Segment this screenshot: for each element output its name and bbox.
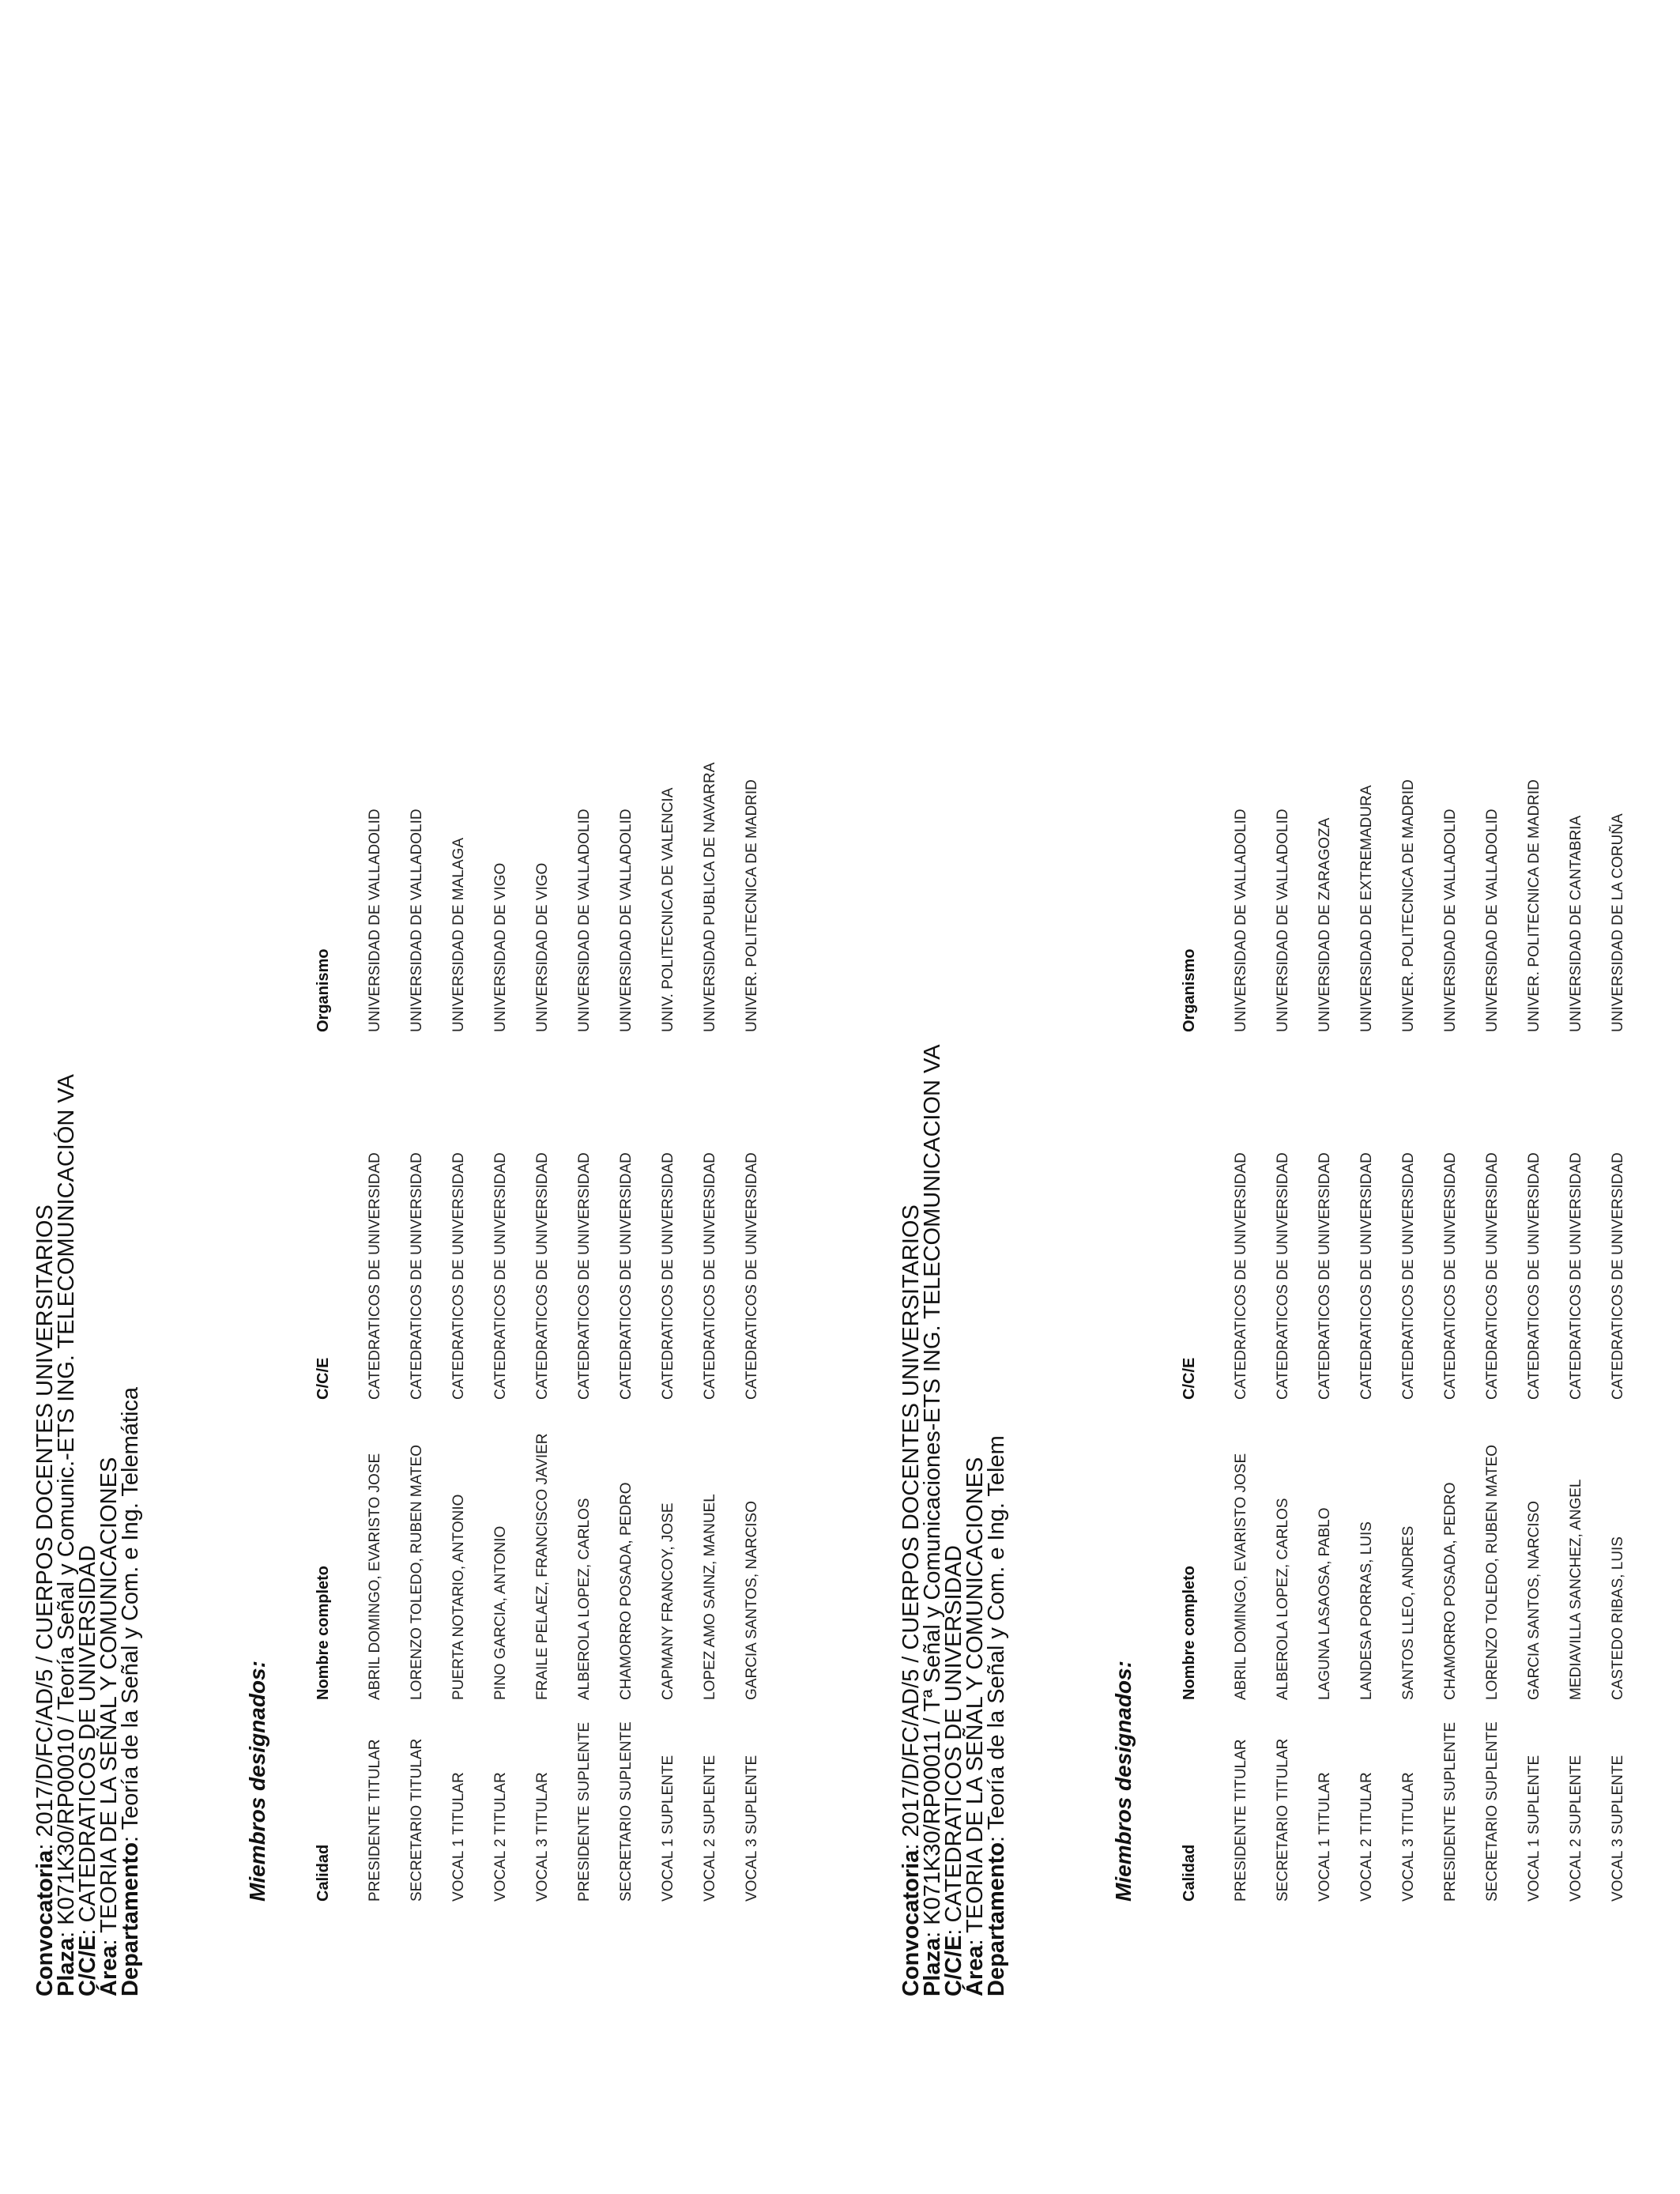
table-row [1275, 0, 1298, 2194]
calidad-cell: VOCAL 3 SUPLENTE [744, 1755, 760, 1902]
area-line: Área: TEORIA DE LA SEÑAL Y COMUNICACIONES [962, 1457, 988, 1996]
table-row [367, 0, 390, 2194]
table-row [660, 0, 684, 2194]
table-row [1442, 0, 1466, 2194]
calidad-cell: SECRETARIO TITULAR [409, 1738, 425, 1902]
nombre-cell: LANDESA PORRAS, LUIS [1358, 1521, 1375, 1700]
organismo-cell: UNIVER. POLITECNICA DE MADRID [1526, 779, 1543, 1032]
cce-cell: CATEDRATICOS DE UNIVERSIDAD [1317, 1152, 1333, 1400]
departamento-value: Teoría de la Señal y Com. e Ing. Telemática [118, 1386, 143, 1830]
departamento-label: Departamento [984, 1842, 1009, 1996]
nombre-cell: CHAMORRO POSADA, PEDRO [618, 1482, 635, 1700]
calidad-cell: VOCAL 1 TITULAR [1317, 1772, 1333, 1902]
nombre-cell: ABRIL DOMINGO, EVARISTO JOSE [1233, 1453, 1249, 1700]
nombre-cell: LOPEZ AMO SAINZ, MANUEL [702, 1494, 718, 1700]
departamento-value: Teoría de la Señal y Com. e Ing. Telem [984, 1435, 1009, 1830]
nombre-cell: GARCIA SANTOS, NARCISO [744, 1501, 760, 1700]
convocatoria-label: Convocatoria [898, 1849, 924, 1996]
nombre-cell: LORENZO TOLEDO, RUBEN MATEO [1484, 1444, 1501, 1700]
table-row [1233, 0, 1256, 2194]
calidad-cell: VOCAL 3 TITULAR [1400, 1772, 1417, 1902]
calidad-cell: PRESIDENTE TITULAR [367, 1739, 383, 1902]
table-row [492, 0, 516, 2194]
organismo-cell: UNIVERSIDAD DE MALAGA [450, 838, 467, 1032]
cce-label: C/C/E [75, 1935, 100, 1996]
table-row [1484, 0, 1508, 2194]
cce-cell: CATEDRATICOS DE UNIVERSIDAD [492, 1152, 509, 1400]
cce-cell: CATEDRATICOS DE UNIVERSIDAD [744, 1152, 760, 1400]
convocatoria-line: Convocatoria: 2017/D/FC/AD/5 / CUERPOS DOCENTES UNIVERSITARIOS [898, 1204, 924, 1996]
plaza-header [32, 337, 143, 1996]
organismo-cell: UNIVERSIDAD DE LA CORUÑA [1610, 813, 1626, 1032]
organismo-cell: UNIV. POLITECNICA DE VALENCIA [660, 787, 676, 1032]
organismo-cell: UNIVERSIDAD DE VALLADOLID [1484, 809, 1501, 1032]
area-value: TEORIA DE LA SEÑAL Y COMUNICACIONES [962, 1457, 988, 1933]
organismo-cell: UNIVER. POLITECNICA DE MADRID [744, 779, 760, 1032]
calidad-cell: VOCAL 2 SUPLENTE [702, 1755, 718, 1902]
organismo-cell: UNIVERSIDAD DE VALLADOLID [1233, 809, 1249, 1032]
calidad-cell: VOCAL 2 TITULAR [1358, 1772, 1375, 1902]
cce-cell: CATEDRATICOS DE UNIVERSIDAD [702, 1152, 718, 1400]
departamento-line: Departamento: Teoría de la Señal y Com. e Ing. Telemática [118, 1386, 143, 1996]
calidad-cell: VOCAL 2 TITULAR [492, 1772, 509, 1902]
cce-cell: CATEDRATICOS DE UNIVERSIDAD [1442, 1152, 1459, 1400]
column-header-cce: C/C/E [1181, 1357, 1198, 1400]
cce-cell: CATEDRATICOS DE UNIVERSIDAD [1400, 1152, 1417, 1400]
table-row [450, 0, 474, 2194]
nombre-cell: CAPMANY FRANCOY, JOSE [660, 1502, 676, 1700]
plaza-line: Plaza: K071K30/RP00011 / Tª Señal y Comunicaciones-ETS ING. TELECOMUNICACION VA [920, 1044, 945, 1996]
table-row [1400, 0, 1424, 2194]
calidad-cell: SECRETARIO TITULAR [1275, 1738, 1291, 1902]
cce-cell: CATEDRATICOS DE UNIVERSIDAD [1358, 1152, 1375, 1400]
cce-cell: CATEDRATICOS DE UNIVERSIDAD [450, 1152, 467, 1400]
members-title: Miembros designados: [1111, 1661, 1136, 1902]
plaza-value: K071K30/RP00011 / Tª Señal y Comunicaciones-ETS ING. TELECOMUNICACION VA [920, 1044, 945, 1925]
cce-cell: CATEDRATICOS DE UNIVERSIDAD [534, 1152, 551, 1400]
calidad-cell: SECRETARIO SUPLENTE [1484, 1721, 1501, 1902]
organismo-cell: UNIVERSIDAD DE VALLADOLID [367, 809, 383, 1032]
calidad-cell: PRESIDENTE SUPLENTE [576, 1722, 593, 1902]
nombre-cell: ABRIL DOMINGO, EVARISTO JOSE [367, 1453, 383, 1700]
calidad-cell: PRESIDENTE SUPLENTE [1442, 1722, 1459, 1902]
area-value: TEORIA DE LA SEÑAL Y COMUNICACIONES [96, 1457, 122, 1933]
table-row [1610, 0, 1633, 2194]
nombre-cell: CHAMORRO POSADA, PEDRO [1442, 1482, 1459, 1700]
column-header-nombre: Nombre completo [1181, 1565, 1198, 1700]
nombre-cell: PUERTA NOTARIO, ANTONIO [450, 1494, 467, 1700]
plaza-label: Plaza [920, 1937, 945, 1996]
nombre-cell: LORENZO TOLEDO, RUBEN MATEO [409, 1444, 425, 1700]
organismo-cell: UNIVERSIDAD DE VALLADOLID [409, 809, 425, 1032]
organismo-cell: UNIVERSIDAD DE VALLADOLID [1442, 809, 1459, 1032]
nombre-cell: ALBEROLA LOPEZ, CARLOS [576, 1498, 593, 1700]
calidad-cell: VOCAL 1 SUPLENTE [660, 1755, 676, 1902]
calidad-cell: SECRETARIO SUPLENTE [618, 1721, 635, 1902]
cce-cell: CATEDRATICOS DE UNIVERSIDAD [1275, 1152, 1291, 1400]
organismo-cell: UNIVERSIDAD DE VIGO [492, 862, 509, 1032]
nombre-cell: CASTEDO RIBAS, LUIS [1610, 1536, 1626, 1700]
organismo-cell: UNIVERSIDAD PUBLICA DE NAVARRA [702, 762, 718, 1032]
convocatoria-value: 2017/D/FC/AD/5 / CUERPOS DOCENTES UNIVERSITARIOS [898, 1204, 924, 1838]
cce-cell: CATEDRATICOS DE UNIVERSIDAD [576, 1152, 593, 1400]
table-row [702, 0, 725, 2194]
cce-cell: CATEDRATICOS DE UNIVERSIDAD [618, 1152, 635, 1400]
column-header-calidad: Calidad [315, 1844, 332, 1902]
column-header-organismo: Organismo [1181, 948, 1198, 1032]
organismo-cell: UNIVERSIDAD DE VALLADOLID [1275, 809, 1291, 1032]
cce-cell: CATEDRATICOS DE UNIVERSIDAD [660, 1152, 676, 1400]
nombre-cell: FRAILE PELAEZ, FRANCISCO JAVIER [534, 1433, 551, 1700]
table-row [1526, 0, 1550, 2194]
table-row [1317, 0, 1340, 2194]
cce-cell: CATEDRATICOS DE UNIVERSIDAD [1568, 1152, 1584, 1400]
organismo-cell: UNIVERSIDAD DE VALLADOLID [618, 809, 635, 1032]
area-label: Área [962, 1945, 988, 1996]
nombre-cell: GARCIA SANTOS, NARCISO [1526, 1501, 1543, 1700]
column-header-calidad: Calidad [1181, 1844, 1198, 1902]
departamento-line: Departamento: Teoría de la Señal y Com. e Ing. Telem [984, 1435, 1009, 1996]
cce-line: C/C/E: CATEDRATICOS DE UNIVERSIDAD [941, 1545, 966, 1996]
cce-line: C/C/E: CATEDRATICOS DE UNIVERSIDAD [75, 1545, 100, 1996]
cce-cell: CATEDRATICOS DE UNIVERSIDAD [409, 1152, 425, 1400]
plaza-label: Plaza [54, 1937, 79, 1996]
table-row [618, 0, 642, 2194]
nombre-cell: ALBEROLA LOPEZ, CARLOS [1275, 1498, 1291, 1700]
plaza-value: K071K30/RP00010 / Teoría Señal y Comunic.-ETS ING. TELECOMUNICACIÓN VA [54, 1074, 79, 1925]
organismo-cell: UNIVERSIDAD DE EXTREMADURA [1358, 785, 1375, 1032]
table-row [576, 0, 600, 2194]
cce-cell: CATEDRATICOS DE UNIVERSIDAD [1233, 1152, 1249, 1400]
column-header-cce: C/C/E [315, 1357, 332, 1400]
cce-cell: CATEDRATICOS DE UNIVERSIDAD [1484, 1152, 1501, 1400]
departamento-label: Departamento [118, 1842, 143, 1996]
organismo-cell: UNIVERSIDAD DE VIGO [534, 862, 551, 1032]
table-row [409, 0, 432, 2194]
nombre-cell: SANTOS LLEO, ANDRES [1400, 1525, 1417, 1700]
organismo-cell: UNIVERSIDAD DE ZARAGOZA [1317, 817, 1333, 1032]
organismo-cell: UNIVERSIDAD DE VALLADOLID [576, 809, 593, 1032]
cce-cell: CATEDRATICOS DE UNIVERSIDAD [1610, 1152, 1626, 1400]
cce-cell: CATEDRATICOS DE UNIVERSIDAD [1526, 1152, 1543, 1400]
plaza-line: Plaza: K071K30/RP00010 / Teoría Señal y Comunic.-ETS ING. TELECOMUNICACIÓN VA [54, 1074, 79, 1996]
table-row [1568, 0, 1591, 2194]
column-header-organismo: Organismo [315, 948, 332, 1032]
nombre-cell: LAGUNA LASAOSA, PABLO [1317, 1507, 1333, 1700]
cce-label: C/C/E [941, 1935, 966, 1996]
column-header-nombre: Nombre completo [315, 1565, 332, 1700]
organismo-cell: UNIVERSIDAD DE CANTABRIA [1568, 815, 1584, 1032]
calidad-cell: VOCAL 1 SUPLENTE [1526, 1755, 1543, 1902]
organismo-cell: UNIVER. POLITECNICA DE MADRID [1400, 779, 1417, 1032]
cce-value: CATEDRATICOS DE UNIVERSIDAD [75, 1545, 100, 1923]
cce-value: CATEDRATICOS DE UNIVERSIDAD [941, 1545, 966, 1923]
calidad-cell: VOCAL 3 TITULAR [534, 1772, 551, 1902]
area-label: Área [96, 1945, 122, 1996]
calidad-cell: VOCAL 3 SUPLENTE [1610, 1755, 1626, 1902]
table-row [534, 0, 558, 2194]
plaza-header [898, 337, 1009, 1996]
calidad-cell: VOCAL 2 SUPLENTE [1568, 1755, 1584, 1902]
calidad-cell: PRESIDENTE TITULAR [1233, 1739, 1249, 1902]
convocatoria-value: 2017/D/FC/AD/5 / CUERPOS DOCENTES UNIVERSITARIOS [32, 1204, 58, 1838]
table-row [1358, 0, 1382, 2194]
convocatoria-label: Convocatoria [32, 1849, 58, 1996]
convocatoria-line: Convocatoria: 2017/D/FC/AD/5 / CUERPOS DOCENTES UNIVERSITARIOS [32, 1204, 58, 1996]
table-row [744, 0, 767, 2194]
nombre-cell: PINO GARCIA, ANTONIO [492, 1525, 509, 1700]
calidad-cell: VOCAL 1 TITULAR [450, 1772, 467, 1902]
nombre-cell: MEDIAVILLA SANCHEZ, ANGEL [1568, 1479, 1584, 1700]
cce-cell: CATEDRATICOS DE UNIVERSIDAD [367, 1152, 383, 1400]
members-title: Miembros designados: [245, 1661, 269, 1902]
area-line: Área: TEORIA DE LA SEÑAL Y COMUNICACIONES [96, 1457, 122, 1996]
